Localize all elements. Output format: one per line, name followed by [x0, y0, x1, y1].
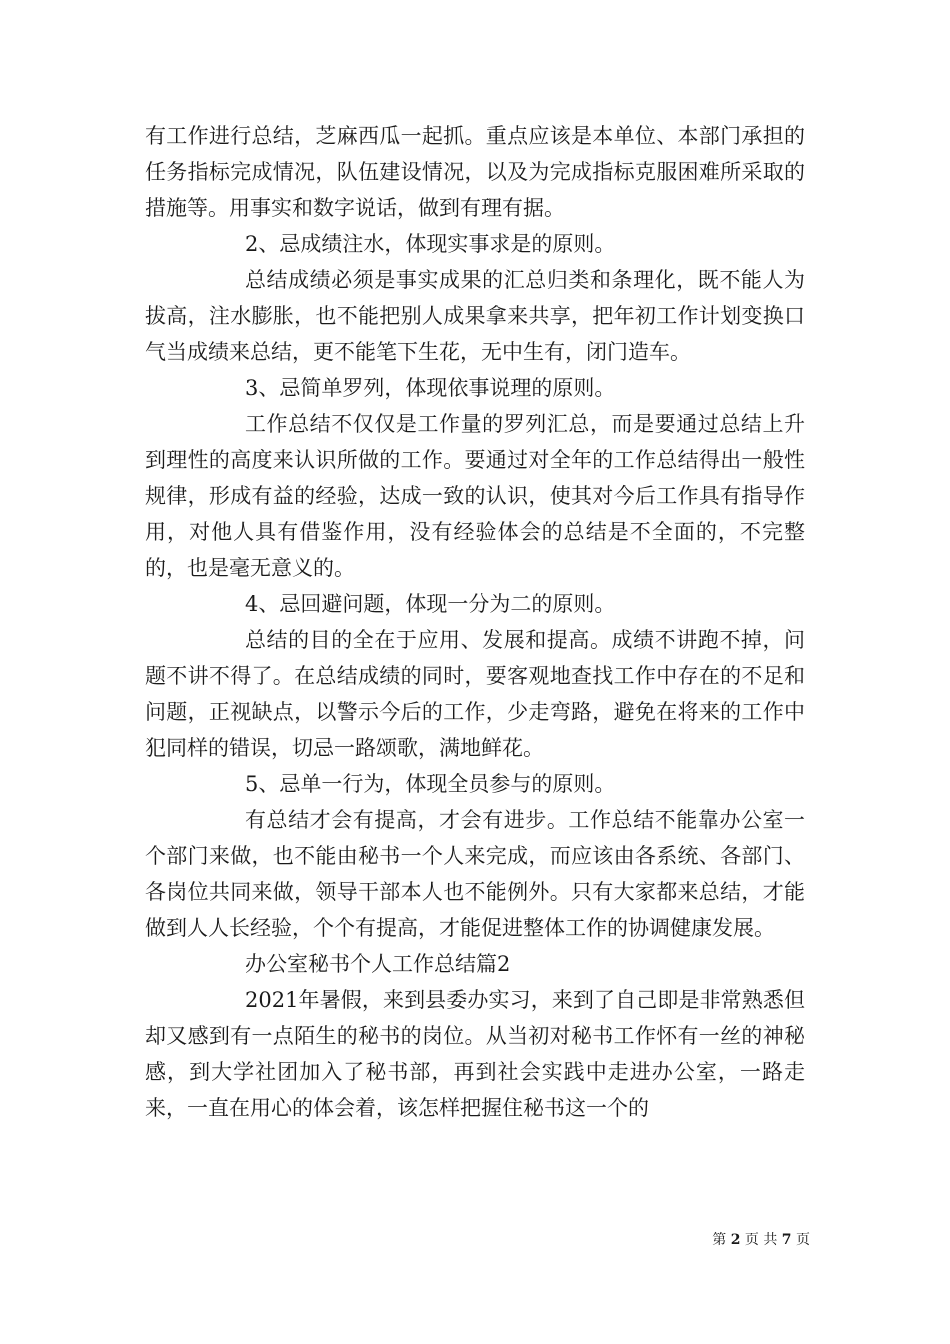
document-body [145, 118, 805, 1126]
rule-heading-3: 3、忌简单罗列，体现依事说理的原则。 [245, 376, 616, 400]
rule-heading-2: 2、忌成绩注水，体现实事求是的原则。 [245, 232, 616, 256]
paragraph-4: 总结的目的全在于应用、发展和提高。成绩不讲跑不掉，问题不讲不得了。在总结成绩的同时，要客观地查找工作中存在的不足和问题，正视缺点，以警示今后的工作，少走弯路，避免在将来的工作中犯同样的错误，切忌一路颂歌，满地鲜花。 [145, 628, 805, 760]
paragraph-5: 有总结才会有提高，才会有进步。工作总结不能靠办公室一个部门来做，也不能由秘书一个人来完成，而应该由各系统、各部门、各岗位共同来做，领导干部本人也不能例外。只有大家都来总结，才能做到人人长经验，个个有提高，才能促进整体工作的协调健康发展。 [145, 808, 805, 940]
rule-heading-5: 5、忌单一行为，体现全员参与的原则。 [245, 772, 616, 796]
paragraph-2: 总结成绩必须是事实成果的汇总归类和条理化，既不能人为拔高，注水膨胀，也不能把别人成果拿来共享，把年初工作计划变换口气当成绩来总结，更不能笔下生花，无中生有，闭门造车。 [145, 268, 805, 364]
page-footer [700, 1231, 810, 1249]
rule-heading-4: 4、忌回避问题，体现一分为二的原则。 [245, 592, 616, 616]
section-title: 办公室秘书个人工作总结篇2 [245, 952, 511, 976]
footer-current-page: 2 [730, 1232, 741, 1248]
footer-suffix: 页 [796, 1232, 810, 1248]
footer-total-pages: 7 [781, 1232, 792, 1248]
paragraph-1: 有工作进行总结，芝麻西瓜一起抓。重点应该是本单位、本部门承担的任务指标完成情况，队伍建设情况，以及为完成指标克服困难所采取的措施等。用事实和数字说话，做到有理有据。 [145, 124, 805, 220]
paragraph-3: 工作总结不仅仅是工作量的罗列汇总，而是要通过总结上升到理性的高度来认识所做的工作。要通过对全年的工作总结得出一般性规律，形成有益的经验，达成一致的认识，使其对今后工作具有指导作用，对他人具有借鉴作用，没有经验体会的总结是不全面的，不完整的，也是毫无意义的。 [145, 412, 805, 580]
paragraph-6: 2021年暑假，来到县委办实习，来到了自己即是非常熟悉但却又感到有一点陌生的秘书的岗位。从当初对秘书工作怀有一丝的神秘感，到大学社团加入了秘书部，再到社会实践中走进办公室，一路走来，一直在用心的体会着，该怎样把握住秘书这一个的 [145, 988, 805, 1120]
footer-prefix: 第 [712, 1232, 727, 1248]
footer-middle: 页 共 [744, 1232, 778, 1248]
